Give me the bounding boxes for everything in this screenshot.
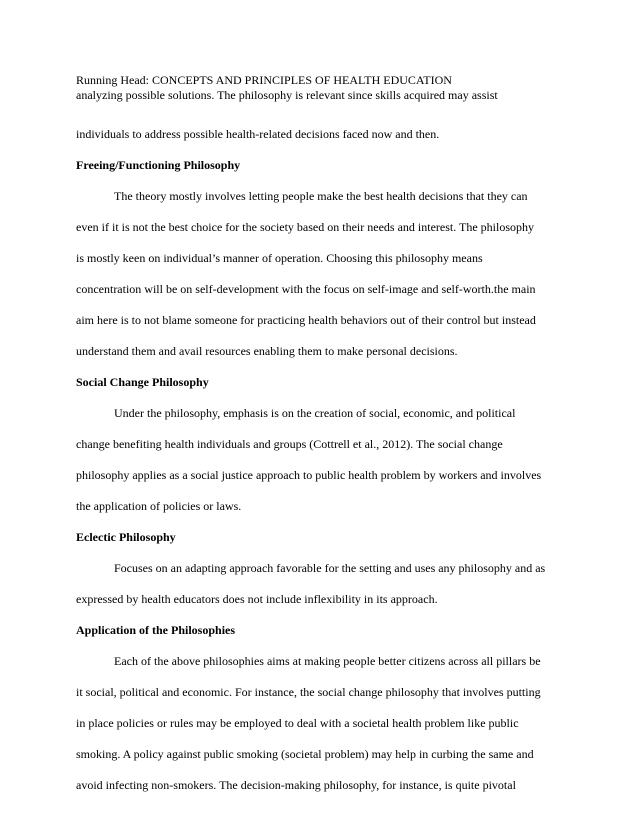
paragraph-line: philosophy applies as a social justice approach to public health problem by workers and involves <box>76 468 542 482</box>
document-body <box>76 88 566 801</box>
paragraph-line: is mostly keen on individual’s manner of operation. Choosing this philosophy means <box>76 251 483 265</box>
paragraph-line: analyzing possible solutions. The philosophy is relevant since skills acquired may assist <box>76 88 498 102</box>
paragraph-line: The theory mostly involves letting people make the best health decisions that they can <box>114 189 528 203</box>
paragraph-line: Focuses on an adapting approach favorable for the setting and uses any philosophy and as <box>114 561 546 575</box>
paragraph-line: avoid infecting non-smokers. The decision-making philosophy, for instance, is quite pivotal <box>76 778 516 792</box>
section-heading: Freeing/Functioning Philosophy <box>76 158 241 172</box>
paragraph-line: change benefiting health individuals and groups (Cottrell et al., 2012). The social change <box>76 437 503 451</box>
paragraph-line: understand them and avail resources enabling them to make personal decisions. <box>76 344 458 358</box>
paragraph-line: expressed by health educators does not include inflexibility in its approach. <box>76 592 438 606</box>
paragraph-line: individuals to address possible health-related decisions faced now and then. <box>76 127 440 141</box>
paragraph-line: it social, political and economic. For instance, the social change philosophy that involves putting <box>76 685 541 699</box>
section-heading: Social Change Philosophy <box>76 375 209 389</box>
paragraph-line: concentration will be on self-development with the focus on self-image and self-worth.the main <box>76 282 536 296</box>
paragraph-line: aim here is to not blame someone for practicing health behaviors out of their control but instead <box>76 313 536 327</box>
paragraph-line: the application of policies or laws. <box>76 499 242 513</box>
section-heading: Eclectic Philosophy <box>76 530 176 544</box>
paragraph-line: Each of the above philosophies aims at making people better citizens across all pillars be <box>114 654 541 668</box>
paragraph-line: Under the philosophy, emphasis is on the creation of social, economic, and political <box>114 406 516 420</box>
paragraph-line: even if it is not the best choice for the society based on their needs and interest. The philosophy <box>76 220 534 234</box>
section-heading: Application of the Philosophies <box>76 623 236 637</box>
running-head: Running Head: CONCEPTS AND PRINCIPLES OF HEALTH EDUCATION <box>76 73 452 87</box>
paragraph-line: smoking. A policy against public smoking (societal problem) may help in curbing the same and <box>76 747 534 761</box>
paragraph-line: in place policies or rules may be employed to deal with a societal health problem like public <box>76 716 519 730</box>
